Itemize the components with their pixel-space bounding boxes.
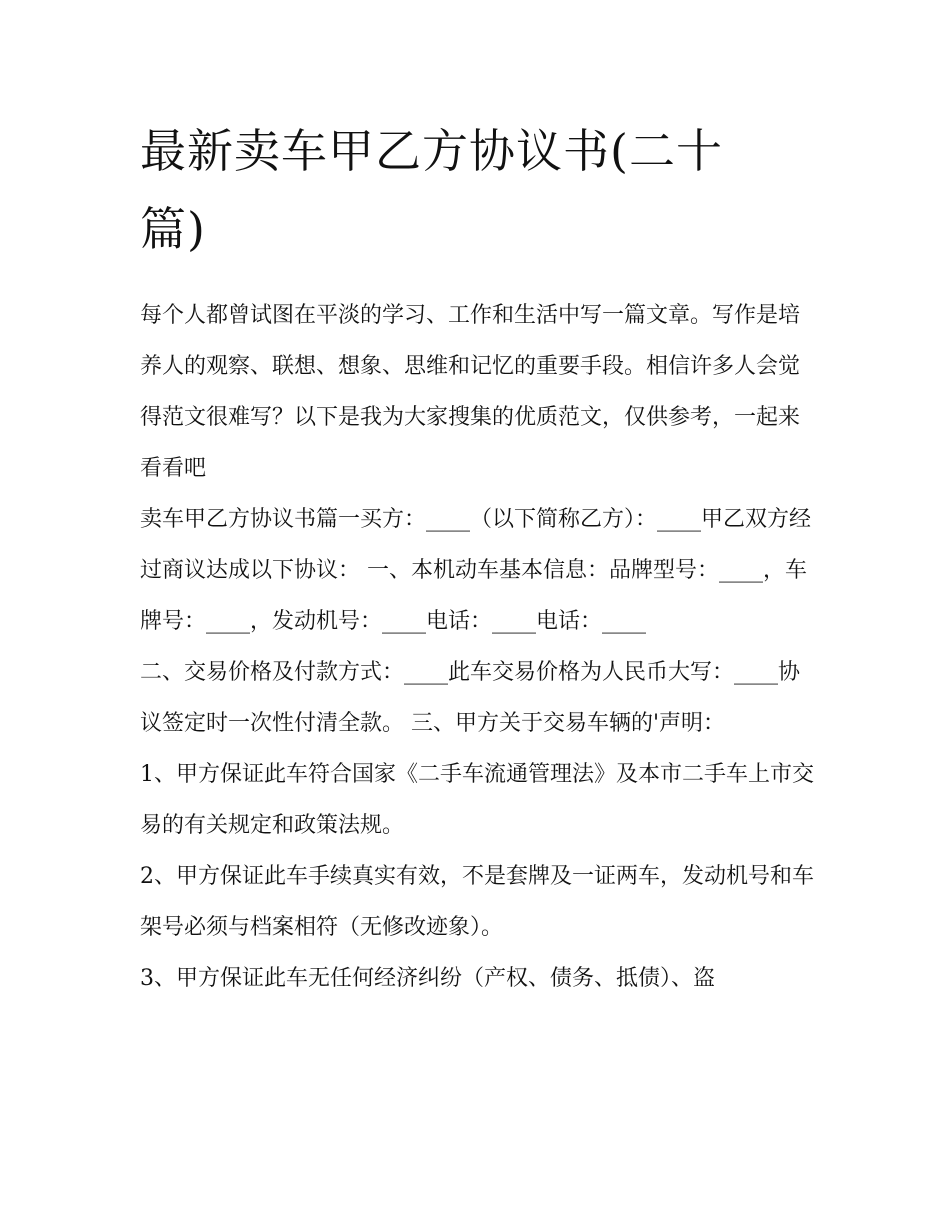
price-payment-paragraph: 二、交易价格及付款方式：____此车交易价格为人民币大写：____协议签定时一次性付清全款。 三、甲方关于交易车辆的'声明： <box>140 660 801 736</box>
clause-2-paragraph: 2、甲方保证此车手续真实有效，不是套牌及一证两车，发动机号和车架号必须与档案相符（无修改迹象）。 <box>140 864 814 940</box>
document-body <box>140 290 820 1004</box>
document-page <box>140 112 820 1004</box>
clause-1-paragraph: 1、甲方保证此车符合国家《二手车流通管理法》及本市二手车上市交易的有关规定和政策法规。 <box>140 762 814 838</box>
document-title: 最新卖车甲乙方协议书(二十篇) <box>140 124 723 256</box>
clause-3-paragraph: 3、甲方保证此车无任何经济纠纷（产权、债务、抵债）、盗 <box>140 966 715 991</box>
intro-paragraph: 每个人都曾试图在平淡的学习、工作和生活中写一篇文章。写作是培养人的观察、联想、想象、思维和记忆的重要手段。相信许多人会觉得范文很难写？以下是我为大家搜集的优质范文，仅供参考，一起来看看吧 <box>140 303 801 481</box>
agreement-basic-info-paragraph: 卖车甲乙方协议书篇一买方：____（以下简称乙方）：____甲乙双方经过商议达成以下协议： 一、本机动车基本信息：品牌型号：____，车牌号：____，发动机号：____电话：____电话：____ <box>140 507 812 634</box>
